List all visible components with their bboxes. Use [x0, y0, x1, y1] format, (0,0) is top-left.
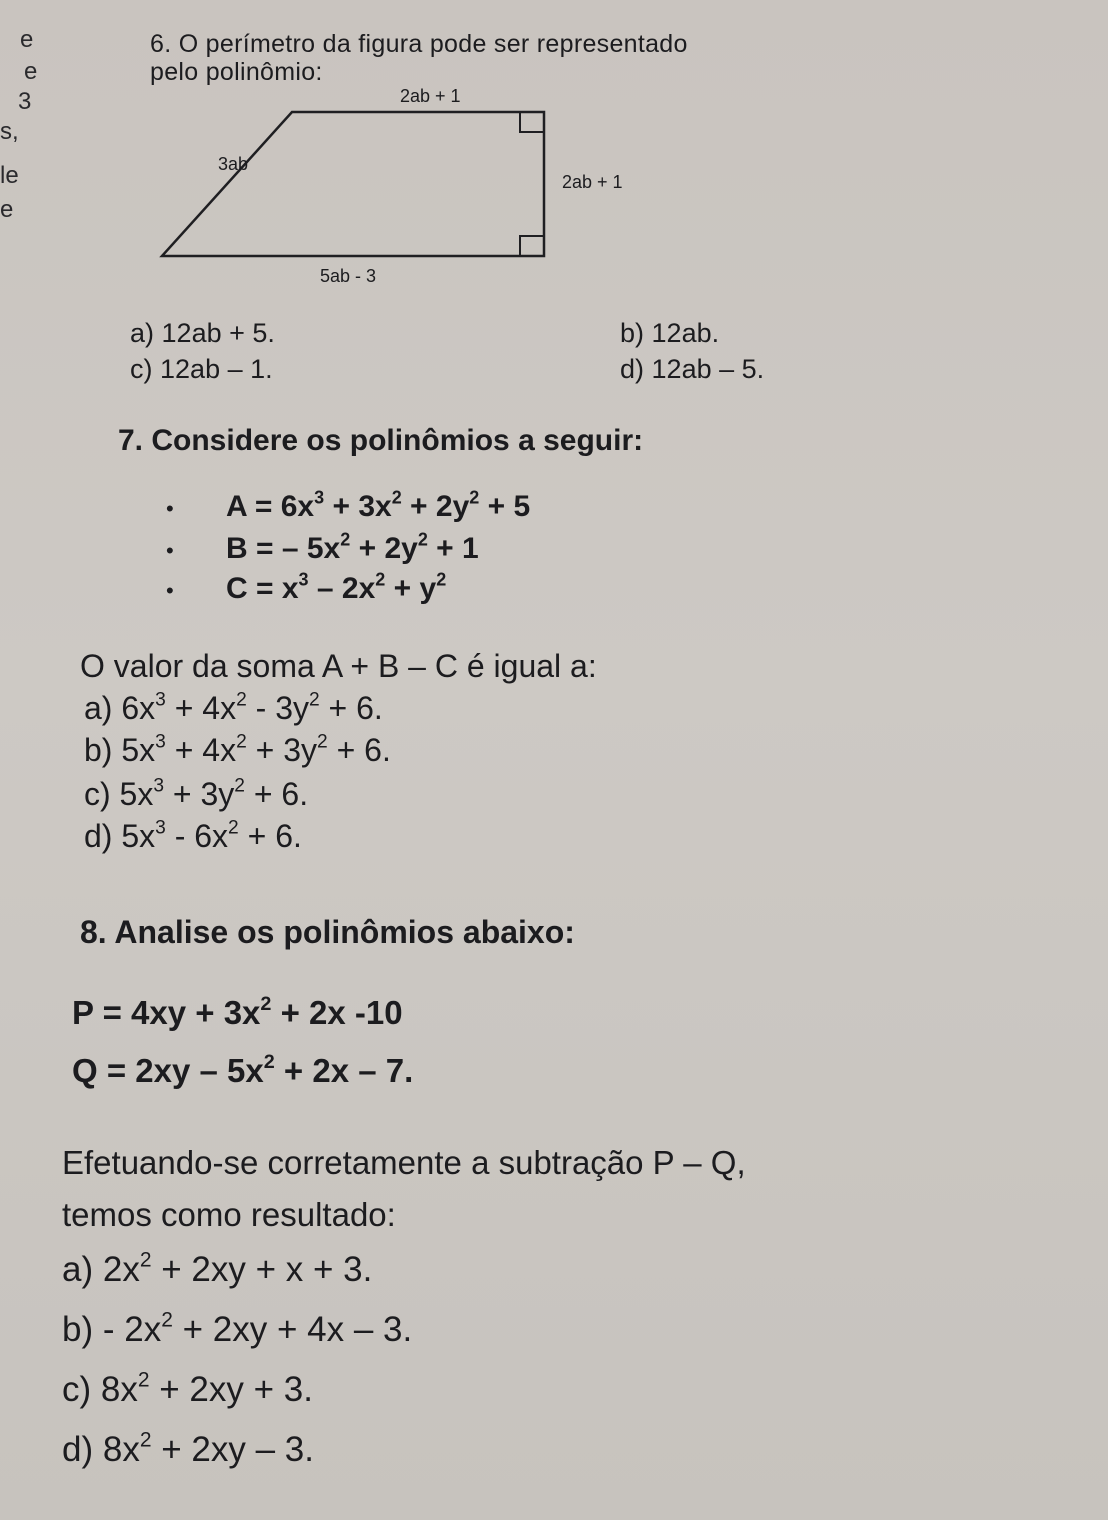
right-angle-bottom-marker: [520, 236, 544, 256]
margin-fragment: le: [0, 162, 19, 189]
option-letter: d): [84, 818, 113, 854]
option-letter: a): [84, 690, 113, 726]
option-letter: b): [620, 318, 645, 348]
option-text: 12ab + 5.: [161, 318, 275, 348]
question-8-prompt-line2: temos como resultado:: [62, 1196, 396, 1233]
polynomial-c: $C = x^3 - 2x^2 + y^2$: [226, 569, 447, 605]
question-8-option-b[interactable]: $b) - 2x^2 + 2xy + 4x - 3$.: [62, 1308, 413, 1349]
bullet-icon: •: [166, 538, 174, 563]
option-letter: c): [62, 1370, 92, 1409]
margin-fragment: 3: [18, 88, 32, 115]
question-8-title: 8. Analise os polinômios abaixo:: [80, 914, 575, 950]
option-text: 12ab – 5.: [651, 354, 765, 384]
polynomial-b: B = – $5x^2 + 2y^2 + 1$: [226, 529, 479, 565]
question-6-option-b[interactable]: [620, 318, 719, 349]
question-8-option-d[interactable]: d) $8x^2 + 2xy - 3$.: [62, 1428, 314, 1469]
right-angle-top-marker: [520, 112, 544, 132]
trapezoid-shape: [162, 112, 544, 256]
question-7-option-c[interactable]: c) $5x^3 + 3y^2 + 6$.: [84, 775, 309, 812]
margin-fragment: e: [0, 196, 14, 223]
question-8-option-c[interactable]: c) $8x^2 + 2xy + 3$.: [62, 1368, 313, 1409]
option-letter: c): [84, 776, 111, 812]
margin-fragment: e: [24, 58, 38, 85]
bullet-icon: •: [166, 578, 174, 603]
option-letter: d): [620, 354, 645, 384]
question-7-prompt: O valor da soma A + B – C é igual a:: [80, 648, 597, 684]
question-6-title-line1: 6. O perímetro da figura pode ser representado: [150, 30, 688, 58]
option-text: 12ab – 1.: [160, 354, 273, 384]
question-7-option-d[interactable]: d) $5x^3 - 6x^2 + 6$.: [84, 817, 302, 854]
margin-fragment: s,: [0, 118, 19, 145]
question-8-prompt-line1: Efetuando-se corretamente a subtração P – Q,: [62, 1144, 746, 1181]
question-6-option-a[interactable]: [130, 318, 275, 349]
question-7-option-b[interactable]: b) $5x^3 + 4x^2 + 3y^2 + 6$.: [84, 731, 391, 768]
question-8-option-a[interactable]: a) $2x^2 + 2xy + x + 3$.: [62, 1248, 373, 1289]
option-letter: a): [130, 318, 155, 348]
question-6-title-line2: pelo polinômio:: [150, 58, 323, 86]
margin-fragment: e: [20, 26, 34, 53]
option-letter: b): [84, 732, 113, 768]
figure-top-side-label: 2ab + 1: [400, 86, 461, 106]
option-letter: b): [62, 1310, 94, 1349]
question-6-option-d[interactable]: [620, 354, 764, 385]
bullet-icon: •: [166, 496, 174, 521]
figure-left-side-label: 3ab: [218, 154, 249, 174]
option-letter: d): [62, 1430, 94, 1469]
question-6-option-c[interactable]: [130, 354, 273, 385]
question-7-option-a[interactable]: a) $6x^3 + 4x^2 - 3y^2 + 6$.: [84, 689, 383, 726]
option-text: 12ab.: [651, 318, 720, 348]
figure-right-side-label: 2ab + 1: [562, 172, 623, 192]
figure-bottom-side-label: 5ab - 3: [320, 266, 377, 286]
question-7-title: 7. Considere os polinômios a seguir:: [118, 424, 644, 457]
option-letter: a): [62, 1250, 94, 1289]
option-letter: c): [130, 354, 153, 384]
polynomial-p: $P = 4xy + 3x^2 + 2x$ -10: [72, 993, 403, 1031]
polynomial-q: $Q = 2xy - 5x^2 + 2x - 7$.: [72, 1051, 414, 1089]
polynomial-a: $A = 6x^3 + 3x^2 + 2y^2 + 5$: [226, 487, 531, 523]
